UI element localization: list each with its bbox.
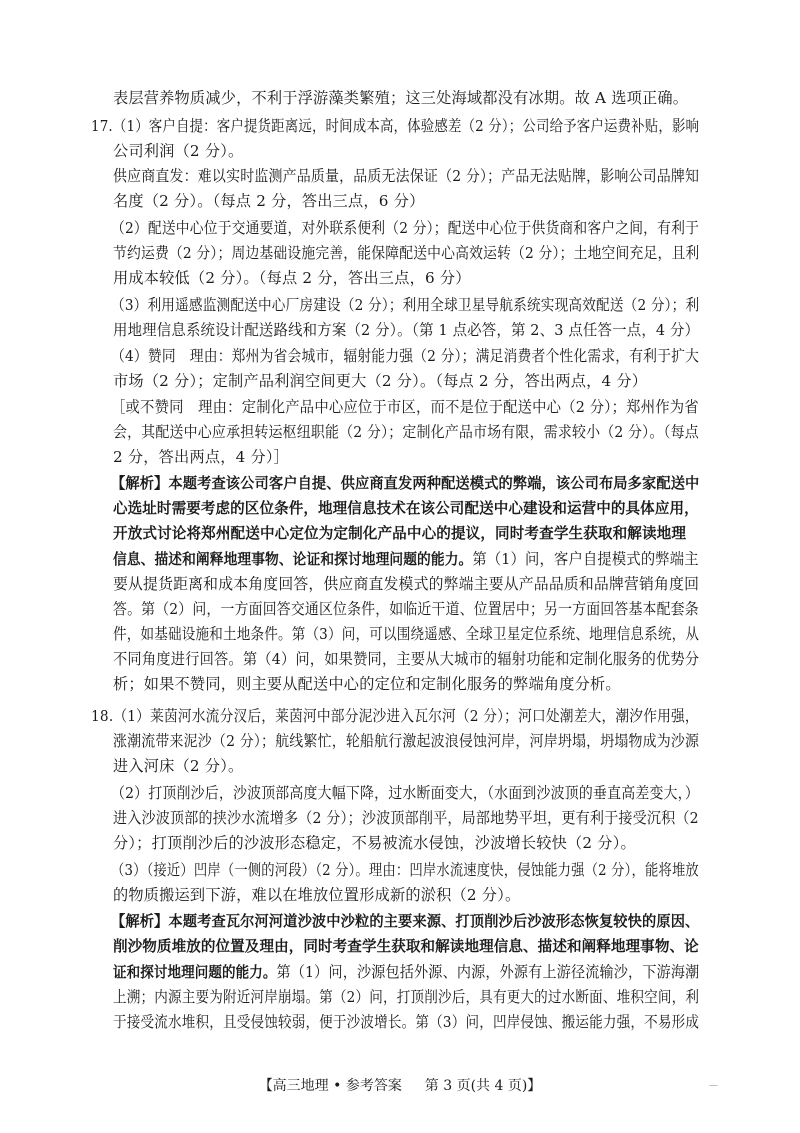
- analysis-text: 于接受流水堆积，且受侵蚀较弱，便于沙波增长。第（3）问，凹岸侵蚀、搬运能力强，不易形成: [113, 1013, 700, 1031]
- text-line: 用地理信息系统设计配送路线和方案（2 分）。（第 1 点必答，第 2、3 点任答一点，4 分）: [113, 321, 700, 339]
- analysis-text-bold: 心选址时需要考虑的区位条件，地理信息技术在该公司配送中心建设和运营中的具体应用，: [113, 500, 699, 517]
- analysis-text: 要从提货距离和成本角度回答，供应商直发模式的弊端主要从产品品质和品牌营销角度回: [113, 575, 700, 593]
- text-line: 表层营养物质减少，不利于浮游藻类繁殖；这三处海域都没有冰期。故 A 选项正确。: [113, 89, 689, 107]
- question-18-part-1: 18.（1）莱茵河水流分汊后，莱茵河中部分泥沙进入瓦尔河（2 分）；河口处潮差大，潮汐作用强，: [91, 707, 699, 725]
- footer-title: 【高三地理 • 参考答案: [258, 1078, 402, 1094]
- analysis-text: 析；如果不赞同，则主要从配送中心的定位和定制化服务的弊端角度分析。: [113, 675, 621, 693]
- text-line: 节约运费（2 分）；周边基础设施完善，能保障配送中心高效运转（2 分）；土地空间充足，且利: [113, 244, 700, 262]
- text-line: 会，其配送中心应承担转运枢纽职能（2 分）；定制化产品市场有限，需求较小（2 分）。（每点: [113, 423, 699, 441]
- analysis-text-bold: 削沙物质堆放的位置及理由，同时考查学生获取和解读地理信息、描述和阐释地理事物、论: [113, 938, 699, 955]
- analysis-text: 件，如基础设施和土地条件。第（3）问，可以围绕遥感、全球卫星定位系统、地理信息系统，从: [113, 625, 700, 643]
- question-17-part-3: （3）利用遥感监测配送中心厂房建设（2 分）；利用全球卫星导航系统实现高效配送（2 分）；利: [111, 296, 700, 314]
- analysis-text-bold: 信息、描述和阐释地理事物、论证和探讨地理问题的能力。: [113, 551, 473, 568]
- question-17-part-1: 17.（1）客户自提：客户提货距离远，时间成本高，体验感差（2 分）；公司给予客户运费补贴，影响: [91, 117, 700, 135]
- text-line: 名度（2 分）。（每点 2 分，答出三点，6 分）: [113, 192, 425, 210]
- question-17-part-4: （4）赞同 理由：郑州为省会城市，辐射能力强（2 分）；满足消费者个性化需求，有利于扩大: [111, 347, 700, 365]
- text-line: ［或不赞同 理由：定制化产品中心应位于市区，而不是位于配送中心（2 分）；郑州作为省: [111, 398, 699, 416]
- text-line: 市场（2 分）；定制产品利润空间更大（2 分）。（每点 2 分，答出两点，4 分）: [113, 372, 648, 390]
- analysis-text: 第（1）问，客户自提模式的弊端主: [472, 550, 699, 568]
- analysis-text: 第（1）问，沙源包括外源、内源，外源有上游径流输沙，下游海潮: [276, 963, 700, 981]
- text-line: 供应商直发：难以实时监测产品质量，品质无法保证（2 分）；产品无法贴牌，影响公司品牌知: [113, 167, 700, 185]
- question-18-part-2: （2）打顶削沙后，沙波顶部高度大幅下降，过水断面变大，（水面到沙波顶的垂直高差变大，）: [111, 784, 699, 802]
- analysis-text-bold: 证和探讨地理问题的能力。: [113, 964, 277, 981]
- question-17-part-2: （2）配送中心位于交通要道，对外联系便利（2 分）；配送中心位于供货商和客户之间，有利于: [111, 219, 700, 237]
- text-line: 进入河床（2 分）。: [113, 757, 244, 775]
- text-line: 涨潮流带来泥沙（2 分）；航线繁忙，轮船航行激起波浪侵蚀河岸，河岸坍塌，坍塌物成为沙源: [113, 732, 700, 750]
- question-18-part-3: （3）（接近）凹岸（一侧的河段）（2 分）。理由：凹岸水流速度快，侵蚀能力强（2 分），能将堆放: [111, 861, 699, 879]
- analysis-text-bold: 开放式讨论将郑州配送中心定位为定制化产品中心的提议，同时考查学生获取和解读地理: [113, 525, 687, 542]
- text-line: 公司利润（2 分）。: [113, 142, 244, 160]
- analysis-18-heading: 【解析】本题考查瓦尔河河道沙波中沙粒的主要来源、打顶削沙后沙波形态恢复较快的原因、: [111, 913, 700, 930]
- analysis-text: [113, 962, 699, 983]
- analysis-text: 不同角度进行回答。第（4）问，如果赞同，主要从大城市的辐射功能和定制化服务的优势分: [113, 650, 700, 668]
- text-line: 分）；打顶削沙后的沙波形态稳定，不易被流水侵蚀，沙波增长较快（2 分）。: [113, 834, 636, 852]
- corner-mark: —: [709, 1081, 718, 1091]
- analysis-text: 上溯；内源主要为附近河岸崩塌。第（2）问，打顶削沙后，具有更大的过水断面、堆积空间，利: [113, 988, 700, 1006]
- footer-page-number: 第 3 页(共 4 页)】: [424, 1078, 542, 1094]
- analysis-17-heading: 【解析】本题考查该公司客户自提、供应商直发两种配送模式的弊端，该公司布局多家配送中: [111, 475, 700, 492]
- text-line: 用成本较低（2 分）。（每点 2 分，答出三点，6 分）: [113, 269, 471, 287]
- analysis-text: [113, 549, 699, 570]
- text-line: 的物质搬运到下游，难以在堆放位置形成新的淤积（2 分）。: [113, 886, 521, 904]
- text-line: 2 分，答出两点，4 分）］: [113, 448, 290, 466]
- text-line: 进入沙波顶部的挟沙水流增多（2 分）；沙波顶部削平，局部地势平坦，更有利于接受沉积（2: [113, 809, 699, 827]
- analysis-text: 答。第（2）问，一方面回答交通区位条件，如临近干道、位置居中；另一方面回答基本配套条: [113, 600, 699, 618]
- page-footer: [0, 1076, 800, 1096]
